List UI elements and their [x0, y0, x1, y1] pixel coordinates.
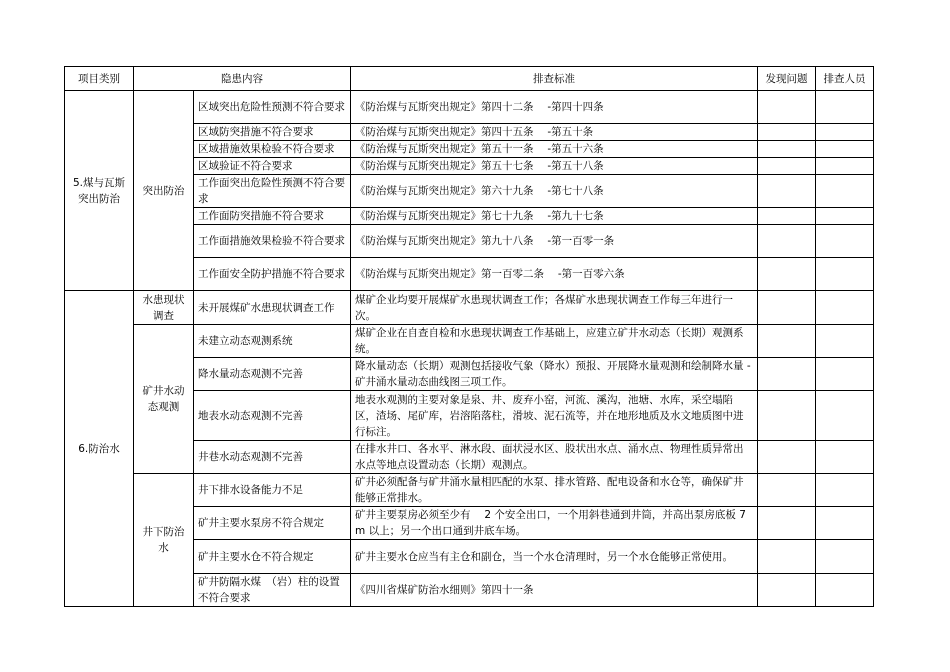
standard-cell: 《防治煤与瓦斯突出规定》第四十二条 -第四十四条 [351, 91, 758, 124]
standard-cell: 《防治煤与瓦斯突出规定》第五十一条 -第五十六条 [351, 141, 758, 158]
inspector-input[interactable] [816, 258, 874, 291]
hazard-cell: 矿井防隔水煤 （岩）柱的设置不符合要求 [194, 574, 351, 607]
hazard-cell: 井巷水动态观测不完善 [194, 441, 351, 474]
found-input[interactable] [758, 325, 816, 358]
inspector-input[interactable] [816, 540, 874, 574]
hazard-cell: 地表水动态观测不完善 [194, 391, 351, 441]
subcategory-dynamic-observation: 矿井水动态观测 [134, 325, 194, 474]
standard-cell: 矿井主要水仓应当有主仓和副仓，当一个水仓清理时，另一个水仓能够正常使用。 [351, 540, 758, 574]
inspector-input[interactable] [816, 291, 874, 325]
found-input[interactable] [758, 175, 816, 208]
subcategory-outburst-prevention: 突出防治 [134, 91, 194, 291]
found-input[interactable] [758, 507, 816, 540]
found-input[interactable] [758, 291, 816, 325]
table-row [65, 291, 874, 325]
standard-cell: 地表水观测的主要对象是泉、井、废弃小窑，河流、溪沟，池塘、水库，采空塌陷区，渣场、尾矿库，岩溶陷落柱，滑坡、泥石流等，并在地形地质及水文地质图中进行标注。 [351, 391, 758, 441]
hazard-cell: 矿井主要水泵房不符合规定 [194, 507, 351, 540]
header-row [65, 67, 874, 91]
subcategory-water-survey: 水患现状调查 [134, 291, 194, 325]
inspector-input[interactable] [816, 358, 874, 391]
header-found: 发现问题 [758, 67, 816, 91]
found-input[interactable] [758, 391, 816, 441]
standard-cell: 《防治煤与瓦斯突出规定》第五十七条 -第五十八条 [351, 158, 758, 175]
found-input[interactable] [758, 208, 816, 225]
table-row [65, 91, 874, 124]
hazard-cell: 区域防突措施不符合要求 [194, 124, 351, 141]
header-standard: 排查标准 [351, 67, 758, 91]
hazard-cell: 工作面防突措施不符合要求 [194, 208, 351, 225]
inspector-input[interactable] [816, 391, 874, 441]
inspector-input[interactable] [816, 124, 874, 141]
hazard-cell: 未建立动态观测系统 [194, 325, 351, 358]
standard-cell: 《防治煤与瓦斯突出规定》第一百零二条 -第一百零六条 [351, 258, 758, 291]
standard-cell: 矿井主要泵房必须至少有 2 个安全出口，一个用斜巷通到井筒，并高出泵房底板 7m 以上；另一个出口通到井底车场。 [351, 507, 758, 540]
found-input[interactable] [758, 91, 816, 124]
inspector-input[interactable] [816, 208, 874, 225]
hazard-cell: 未开展煤矿水患现状调查工作 [194, 291, 351, 325]
table-row [65, 474, 874, 507]
category-outburst: 5.煤与瓦斯突出防治 [65, 91, 134, 291]
hazard-cell: 降水量动态观测不完善 [194, 358, 351, 391]
inspector-input[interactable] [816, 441, 874, 474]
inspector-input[interactable] [816, 175, 874, 208]
hazard-cell: 区域突出危险性预测不符合要求 [194, 91, 351, 124]
standard-cell: 《四川省煤矿防治水细则》第四十一条 [351, 574, 758, 607]
standard-cell: 煤矿企业均要开展煤矿水患现状调查工作；各煤矿水患现状调查工作每三年进行一次。 [351, 291, 758, 325]
found-input[interactable] [758, 358, 816, 391]
found-input[interactable] [758, 141, 816, 158]
standard-cell: 《防治煤与瓦斯突出规定》第六十九条 -第七十八条 [351, 175, 758, 208]
found-input[interactable] [758, 574, 816, 607]
category-water-prevention: 6.防治水 [65, 291, 134, 607]
inspector-input[interactable] [816, 474, 874, 507]
found-input[interactable] [758, 540, 816, 574]
standard-cell: 《防治煤与瓦斯突出规定》第七十九条 -第九十七条 [351, 208, 758, 225]
standard-cell: 在排水井口、各水平、淋水段、面状浸水区、股状出水点、涌水点、物理性质异常出水点等地点设置动态（长期）观测点。 [351, 441, 758, 474]
inspector-input[interactable] [816, 574, 874, 607]
hazard-cell: 区域措施效果检验不符合要求 [194, 141, 351, 158]
found-input[interactable] [758, 158, 816, 175]
hazard-cell: 工作面突出危险性预测不符合要求 [194, 175, 351, 208]
found-input[interactable] [758, 441, 816, 474]
found-input[interactable] [758, 225, 816, 258]
found-input[interactable] [758, 474, 816, 507]
inspector-input[interactable] [816, 325, 874, 358]
hazard-cell: 井下排水设备能力不足 [194, 474, 351, 507]
inspector-input[interactable] [816, 158, 874, 175]
hazard-cell: 矿井主要水仓不符合规定 [194, 540, 351, 574]
header-hazard: 隐患内容 [134, 67, 351, 91]
found-input[interactable] [758, 124, 816, 141]
standard-cell: 《防治煤与瓦斯突出规定》第四十五条 -第五十条 [351, 124, 758, 141]
table-row [65, 325, 874, 358]
inspection-table [64, 66, 874, 607]
hazard-cell: 工作面安全防护措施不符合要求 [194, 258, 351, 291]
standard-cell: 降水量动态（长期）观测包括接收气象（降水）预报、开展降水量观测和绘制降水量 -矿井涌水量动态曲线图三项工作。 [351, 358, 758, 391]
header-category: 项目类别 [65, 67, 134, 91]
inspector-input[interactable] [816, 141, 874, 158]
subcategory-underground-water: 井下防治水 [134, 474, 194, 607]
standard-cell: 《防治煤与瓦斯突出规定》第九十八条 -第一百零一条 [351, 225, 758, 258]
header-inspector: 排查人员 [816, 67, 874, 91]
hazard-cell: 区域验证不符合要求 [194, 158, 351, 175]
standard-cell: 煤矿企业在自查自检和水患现状调查工作基础上，应建立矿井水动态（长期）观测系统。 [351, 325, 758, 358]
inspector-input[interactable] [816, 225, 874, 258]
hazard-cell: 工作面措施效果检验不符合要求 [194, 225, 351, 258]
standard-cell: 矿井必须配备与矿井涌水量相匹配的水泵、排水管路、配电设备和水仓等，确保矿井能够正常排水。 [351, 474, 758, 507]
inspector-input[interactable] [816, 91, 874, 124]
found-input[interactable] [758, 258, 816, 291]
inspector-input[interactable] [816, 507, 874, 540]
